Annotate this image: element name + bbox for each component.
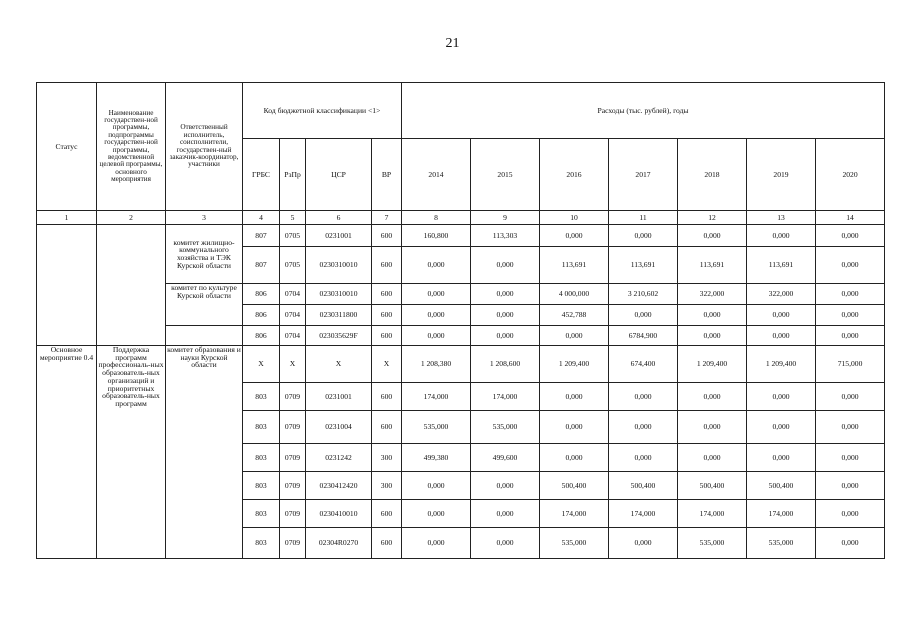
rzpr-cell: 0709 <box>280 383 306 411</box>
rzpr-cell: 0705 <box>280 247 306 284</box>
amount-cell: 0,000 <box>402 284 471 305</box>
amount-cell: 0,000 <box>816 284 885 305</box>
amount-cell: 0,000 <box>816 411 885 444</box>
amount-cell: 1 208,600 <box>471 346 540 383</box>
amount-cell: 0,000 <box>402 305 471 326</box>
amount-cell: 0,000 <box>540 411 609 444</box>
amount-cell: 113,691 <box>540 247 609 284</box>
amount-cell: 1 208,380 <box>402 346 471 383</box>
amount-cell: 3 210,602 <box>609 284 678 305</box>
grbs-cell: 806 <box>243 326 280 346</box>
amount-cell: 0,000 <box>816 528 885 559</box>
vr-cell: 600 <box>372 411 402 444</box>
amount-cell: 1 209,400 <box>540 346 609 383</box>
grbs-cell: 806 <box>243 305 280 326</box>
csr-cell: 0231001 <box>306 225 372 247</box>
amount-cell: 0,000 <box>402 326 471 346</box>
grbs-cell: 803 <box>243 411 280 444</box>
grbs-cell: 803 <box>243 383 280 411</box>
header-year: 2016 <box>540 139 609 211</box>
vr-cell: 600 <box>372 247 402 284</box>
responsible-cell-empty <box>166 326 243 346</box>
amount-cell: 0,000 <box>678 326 747 346</box>
vr-cell: 600 <box>372 383 402 411</box>
amount-cell: 322,000 <box>747 284 816 305</box>
amount-cell: 0,000 <box>678 305 747 326</box>
column-number: 3 <box>166 211 243 225</box>
rzpr-cell: 0704 <box>280 284 306 305</box>
amount-cell: 0,000 <box>678 383 747 411</box>
amount-cell: 0,000 <box>540 383 609 411</box>
amount-cell: 6784,900 <box>609 326 678 346</box>
column-number: 8 <box>402 211 471 225</box>
amount-cell: 0,000 <box>747 225 816 247</box>
column-number: 11 <box>609 211 678 225</box>
csr-cell: 0231004 <box>306 411 372 444</box>
amount-cell: 174,000 <box>747 500 816 528</box>
amount-cell: 174,000 <box>540 500 609 528</box>
vr-cell: 300 <box>372 472 402 500</box>
amount-cell: 0,000 <box>609 444 678 472</box>
amount-cell: 0,000 <box>816 247 885 284</box>
amount-cell: 452,788 <box>540 305 609 326</box>
csr-cell: 0231242 <box>306 444 372 472</box>
header-budget-code: Код бюджетной классификации <1> <box>243 83 402 139</box>
header-year: 2018 <box>678 139 747 211</box>
csr-cell: 023035629F <box>306 326 372 346</box>
grbs-cell: 806 <box>243 284 280 305</box>
amount-cell: 0,000 <box>816 444 885 472</box>
budget-table <box>36 82 885 559</box>
amount-cell: 0,000 <box>402 528 471 559</box>
grbs-cell: 807 <box>243 247 280 284</box>
amount-cell: 0,000 <box>609 305 678 326</box>
amount-cell: 535,000 <box>540 528 609 559</box>
csr-cell: 0230412420 <box>306 472 372 500</box>
column-number: 10 <box>540 211 609 225</box>
rzpr-cell: 0709 <box>280 411 306 444</box>
amount-cell: 0,000 <box>609 225 678 247</box>
amount-cell: 174,000 <box>678 500 747 528</box>
amount-cell: 0,000 <box>816 383 885 411</box>
vr-cell: 300 <box>372 444 402 472</box>
amount-cell: 0,000 <box>609 528 678 559</box>
amount-cell: 0,000 <box>747 411 816 444</box>
amount-cell: 174,000 <box>471 383 540 411</box>
vr-cell: Х <box>372 346 402 383</box>
amount-cell: 0,000 <box>747 444 816 472</box>
status-cell-empty <box>37 225 97 346</box>
header-name: Наименование государствен-ной программы, подпрограммы государствен-ной программы, ведомственной целевой программы, основного мероприятия <box>97 83 166 211</box>
rzpr-cell: 0704 <box>280 305 306 326</box>
amount-cell: 0,000 <box>471 247 540 284</box>
amount-cell: 322,000 <box>678 284 747 305</box>
amount-cell: 0,000 <box>471 528 540 559</box>
amount-cell: 0,000 <box>816 225 885 247</box>
vr-cell: 600 <box>372 305 402 326</box>
grbs-cell: 803 <box>243 528 280 559</box>
amount-cell: 0,000 <box>471 472 540 500</box>
amount-cell: 113,691 <box>747 247 816 284</box>
amount-cell: 113,691 <box>678 247 747 284</box>
grbs-cell: 803 <box>243 472 280 500</box>
column-number: 4 <box>243 211 280 225</box>
header-year: 2015 <box>471 139 540 211</box>
amount-cell: 535,000 <box>747 528 816 559</box>
amount-cell: 0,000 <box>402 247 471 284</box>
csr-cell: 0231001 <box>306 383 372 411</box>
amount-cell: 0,000 <box>609 383 678 411</box>
amount-cell: 499,380 <box>402 444 471 472</box>
header-csr: ЦСР <box>306 139 372 211</box>
csr-cell: 0230311800 <box>306 305 372 326</box>
amount-cell: 0,000 <box>678 444 747 472</box>
amount-cell: 0,000 <box>471 326 540 346</box>
grbs-cell: 807 <box>243 225 280 247</box>
amount-cell: 174,000 <box>609 500 678 528</box>
csr-cell: 0230310010 <box>306 284 372 305</box>
amount-cell: 113,691 <box>609 247 678 284</box>
vr-cell: 600 <box>372 225 402 247</box>
amount-cell: 674,400 <box>609 346 678 383</box>
amount-cell: 0,000 <box>816 472 885 500</box>
amount-cell: 0,000 <box>540 326 609 346</box>
csr-cell: 02304R0270 <box>306 528 372 559</box>
column-number: 1 <box>37 211 97 225</box>
amount-cell: 0,000 <box>471 305 540 326</box>
amount-cell: 500,400 <box>747 472 816 500</box>
rzpr-cell: 0704 <box>280 326 306 346</box>
status-cell: Основное мероприятие 0.4 <box>37 346 97 559</box>
amount-cell: 1 209,400 <box>747 346 816 383</box>
vr-cell: 600 <box>372 500 402 528</box>
column-number: 12 <box>678 211 747 225</box>
header-responsible: Ответственный исполнитель, соисполнители, государствен-ный заказчик-координатор, участники <box>166 83 243 211</box>
amount-cell: 0,000 <box>471 284 540 305</box>
vr-cell: 600 <box>372 528 402 559</box>
amount-cell: 0,000 <box>747 326 816 346</box>
csr-cell: 0230410010 <box>306 500 372 528</box>
amount-cell: 0,000 <box>747 305 816 326</box>
header-expenses: Расходы (тыс. рублей), годы <box>402 83 885 139</box>
responsible-cell: комитет жилищно-коммунального хозяйства и ТЭК Курской области <box>166 225 243 284</box>
amount-cell: 0,000 <box>402 500 471 528</box>
amount-cell: 715,000 <box>816 346 885 383</box>
amount-cell: 535,000 <box>678 528 747 559</box>
vr-cell: 600 <box>372 284 402 305</box>
rzpr-cell: 0705 <box>280 225 306 247</box>
responsible-cell: комитет по культуре Курской области <box>166 284 243 326</box>
column-number: 2 <box>97 211 166 225</box>
column-number: 6 <box>306 211 372 225</box>
amount-cell: 174,000 <box>402 383 471 411</box>
amount-cell: 500,400 <box>678 472 747 500</box>
grbs-cell: 803 <box>243 444 280 472</box>
header-year: 2014 <box>402 139 471 211</box>
amount-cell: 0,000 <box>540 225 609 247</box>
column-number: 5 <box>280 211 306 225</box>
header-rzpr: РзПр <box>280 139 306 211</box>
amount-cell: 0,000 <box>609 411 678 444</box>
rzpr-cell: 0709 <box>280 500 306 528</box>
column-number: 14 <box>816 211 885 225</box>
amount-cell: 0,000 <box>678 225 747 247</box>
header-vr: ВР <box>372 139 402 211</box>
grbs-cell: Х <box>243 346 280 383</box>
amount-cell: 535,000 <box>471 411 540 444</box>
amount-cell: 0,000 <box>402 472 471 500</box>
page-number: 21 <box>445 36 460 51</box>
name-cell-empty <box>97 225 166 346</box>
amount-cell: 500,400 <box>540 472 609 500</box>
amount-cell: 499,600 <box>471 444 540 472</box>
rzpr-cell: 0709 <box>280 528 306 559</box>
column-number: 9 <box>471 211 540 225</box>
header-year: 2019 <box>747 139 816 211</box>
amount-cell: 0,000 <box>816 326 885 346</box>
rzpr-cell: 0709 <box>280 444 306 472</box>
csr-cell: Х <box>306 346 372 383</box>
rzpr-cell: Х <box>280 346 306 383</box>
amount-cell: 113,303 <box>471 225 540 247</box>
amount-cell: 1 209,400 <box>678 346 747 383</box>
header-year: 2020 <box>816 139 885 211</box>
header-grbs: ГРБС <box>243 139 280 211</box>
amount-cell: 0,000 <box>540 444 609 472</box>
responsible-cell: комитет образования и науки Курской области <box>166 346 243 559</box>
table-row <box>37 225 885 247</box>
amount-cell: 0,000 <box>471 500 540 528</box>
amount-cell: 535,000 <box>402 411 471 444</box>
name-cell: Поддержка программ профессиональ-ных образователь-ных организаций и приоритетных образователь-ных программ <box>97 346 166 559</box>
csr-cell: 0230310010 <box>306 247 372 284</box>
amount-cell: 0,000 <box>678 411 747 444</box>
grbs-cell: 803 <box>243 500 280 528</box>
amount-cell: 0,000 <box>747 383 816 411</box>
header-year: 2017 <box>609 139 678 211</box>
amount-cell: 0,000 <box>816 305 885 326</box>
column-number: 13 <box>747 211 816 225</box>
column-number-row <box>37 211 885 225</box>
amount-cell: 0,000 <box>816 500 885 528</box>
amount-cell: 4 000,000 <box>540 284 609 305</box>
table-row <box>37 346 885 383</box>
rzpr-cell: 0709 <box>280 472 306 500</box>
amount-cell: 160,800 <box>402 225 471 247</box>
vr-cell: 600 <box>372 326 402 346</box>
header-status: Статус <box>37 83 97 211</box>
amount-cell: 500,400 <box>609 472 678 500</box>
column-number: 7 <box>372 211 402 225</box>
